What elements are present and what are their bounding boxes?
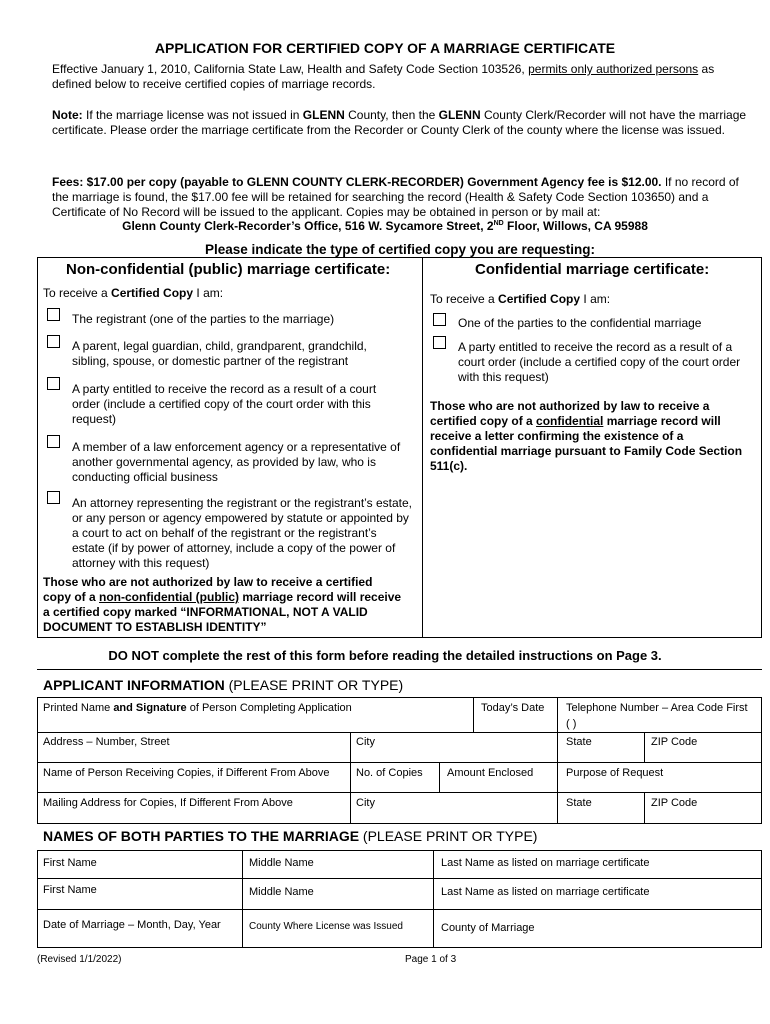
- checkbox-conf-party[interactable]: [433, 313, 446, 326]
- applicant-heading-rest: (PLEASE PRINT OR TYPE): [224, 677, 404, 693]
- field-printed-name[interactable]: [43, 702, 352, 714]
- conf-receive: [430, 292, 610, 307]
- divider: [761, 697, 762, 823]
- option-court-order: A party entitled to receive the record as a result of a court order (include a certified copy of the court order with this request): [72, 382, 377, 426]
- field-address[interactable]: Address – Number, Street: [43, 736, 170, 748]
- nonconf-warning: [43, 575, 403, 635]
- intro-paragraph: [52, 62, 752, 92]
- nonconf-heading: Non-confidential (public) marriage certificate:: [66, 261, 391, 278]
- divider: [37, 669, 762, 670]
- field-mailing-zip[interactable]: ZIP Code: [651, 797, 698, 809]
- applicant-heading-bold: APPLICANT INFORMATION: [43, 677, 225, 693]
- parties-heading: [43, 828, 537, 844]
- divider: [350, 732, 351, 762]
- divider: [37, 850, 762, 851]
- divider: [37, 257, 38, 637]
- office-address: [0, 219, 770, 233]
- field-label: Printed Name: [43, 702, 114, 714]
- divider: [350, 762, 351, 792]
- warning-underline: confidential: [536, 414, 604, 428]
- warning-text: Those who are not authorized by law to receive a certified copy of a: [43, 575, 373, 604]
- divider: [37, 878, 762, 879]
- divider: [242, 850, 243, 947]
- field-label: of Person Completing Application: [186, 702, 352, 714]
- divider: [37, 257, 762, 258]
- note-text: If the marriage license was not issued in: [82, 108, 303, 122]
- intro-text: Effective January 1, 2010, California State Law, Health and Safety Code Section 103526,: [52, 62, 529, 76]
- field-county-marriage[interactable]: County of Marriage: [441, 922, 535, 934]
- field-city[interactable]: City: [356, 736, 375, 748]
- divider: [473, 697, 474, 732]
- note-text: County Clerk/Recorder will not have the marriage certificate. Please order the marriage certificate from the Recorder or County Clerk of the county where the license was issued.: [52, 108, 747, 137]
- field-last-name-1[interactable]: Last Name as listed on marriage certificate: [441, 857, 650, 869]
- office-address-text: Glenn County Clerk-Recorder’s Office, 516 W. Sycamore Street, 2: [122, 219, 494, 233]
- note-label: Note:: [52, 108, 83, 122]
- divider: [557, 762, 558, 792]
- office-address-sup: ND: [493, 220, 504, 227]
- note-county: GLENN: [438, 108, 481, 122]
- divider: [37, 697, 762, 698]
- field-date-of-marriage[interactable]: Date of Marriage – Month, Day, Year: [43, 919, 221, 931]
- checkbox-law-enforcement[interactable]: [47, 435, 60, 448]
- field-state[interactable]: State: [566, 736, 592, 748]
- intro-underline: permits only authorized persons: [528, 62, 699, 76]
- checkbox-parent-guardian[interactable]: [47, 335, 60, 348]
- checkbox-court-order[interactable]: [47, 377, 60, 390]
- field-mailing-state[interactable]: State: [566, 797, 592, 809]
- conf-heading: Confidential marriage certificate:: [475, 261, 710, 278]
- receive-bold: Certified Copy: [498, 292, 581, 306]
- field-mailing-address[interactable]: Mailing Address for Copies, If Different From Above: [43, 797, 293, 809]
- field-label-bold: and Signature: [113, 702, 187, 714]
- field-zip[interactable]: ZIP Code: [651, 736, 698, 748]
- warning-text: Those who are not authorized by law to receive a certified copy of a: [430, 399, 710, 428]
- divider: [37, 792, 762, 793]
- option-conf-court-order: A party entitled to receive the record as a result of a court order (include a certified copy of the court order with this request): [458, 340, 741, 384]
- parties-heading-bold: NAMES OF BOTH PARTIES TO THE MARRIAGE: [43, 828, 360, 844]
- checkbox-attorney[interactable]: [47, 491, 60, 504]
- option-law-enforcement: A member of a law enforcement agency or a representative of another governmental agency, as provided by law, who is conducting official business: [72, 440, 401, 484]
- divider: [37, 823, 762, 824]
- field-first-name-2[interactable]: First Name: [43, 884, 97, 896]
- divider: [422, 257, 423, 637]
- fees-paragraph: [52, 175, 752, 220]
- checkbox-conf-court-order[interactable]: [433, 336, 446, 349]
- note-text: County, then the: [344, 108, 439, 122]
- receive-text: I am:: [580, 292, 611, 306]
- indicate-heading: Please indicate the type of certified copy you are requesting:: [204, 242, 596, 257]
- nonconf-receive: [43, 286, 223, 301]
- note-county: GLENN: [302, 108, 345, 122]
- divider: [433, 850, 434, 947]
- divider: [761, 257, 762, 637]
- warning-text: marriage record will receive a certified copy marked “INFORMATIONAL, NOT A VALID DOCUMENT TO ESTABLISH IDENTITY”: [43, 590, 402, 634]
- field-first-name-1[interactable]: First Name: [43, 857, 97, 869]
- conf-warning: [430, 399, 750, 474]
- page-number: Page 1 of 3: [405, 954, 457, 965]
- field-todays-date[interactable]: Today’s Date: [481, 702, 545, 714]
- divider: [557, 792, 558, 823]
- do-not-notice: DO NOT complete the rest of this form before reading the detailed instructions on Page 3.: [108, 648, 662, 663]
- field-county-license[interactable]: County Where License was Issued: [249, 921, 403, 932]
- divider: [37, 732, 762, 733]
- divider: [37, 762, 762, 763]
- warning-underline: non-confidential (public): [99, 590, 239, 604]
- receive-text: I am:: [193, 286, 224, 300]
- divider: [439, 762, 440, 792]
- option-registrant: The registrant (one of the parties to the marriage): [72, 312, 335, 326]
- field-telephone[interactable]: Telephone Number – Area Code First: [566, 702, 748, 714]
- divider: [761, 850, 762, 947]
- field-mailing-city[interactable]: City: [356, 797, 375, 809]
- divider: [37, 850, 38, 947]
- divider: [350, 792, 351, 823]
- option-attorney: An attorney representing the registrant or the registrant’s estate, or any person or agency empowered by statute or appointed by a court to act on behalf of the registrant or the registrant’s estate (if by power of attorney, include a copy of the power of attorney with this request): [72, 496, 412, 570]
- office-address-end: Floor, Willows, CA 95988: [503, 219, 648, 233]
- checkbox-registrant[interactable]: [47, 308, 60, 321]
- fees-amount: Fees: $17.00 per copy (payable to GLENN COUNTY CLERK-RECORDER) Government Agency fee is $12.00.: [52, 175, 662, 189]
- divider: [37, 947, 762, 948]
- revised-date: (Revised 1/1/2022): [37, 954, 122, 965]
- note-paragraph: [52, 108, 752, 138]
- option-parent-guardian: A parent, legal guardian, child, grandparent, grandchild, sibling, spouse, or domestic partner of the registrant: [72, 339, 367, 368]
- divider: [557, 732, 558, 762]
- field-middle-name-2[interactable]: Middle Name: [249, 886, 314, 898]
- warning-text: marriage record will receive a letter confirming the existence of a confidential marriage pursuant to Family Code Section 511(c).: [430, 414, 743, 473]
- field-amount-enclosed[interactable]: Amount Enclosed: [447, 767, 534, 779]
- fees-text: If no record of the marriage is found, the $17.00 fee will be retained for searching the record (Health & Safety Code Section 103650) and a Certificate of No Record will be issued to the applicant. Copies may be obtained in person or by mail at:: [52, 175, 739, 219]
- field-no-copies[interactable]: No. of Copies: [356, 767, 423, 779]
- divider: [557, 697, 558, 732]
- divider: [37, 909, 762, 910]
- field-purpose[interactable]: Purpose of Request: [566, 767, 664, 779]
- divider: [37, 637, 762, 638]
- parties-heading-rest: (PLEASE PRINT OR TYPE): [359, 828, 538, 844]
- form-title: APPLICATION FOR CERTIFIED COPY OF A MARRIAGE CERTIFICATE: [154, 40, 616, 56]
- divider: [37, 697, 38, 823]
- receive-text: To receive a: [43, 286, 112, 300]
- phone-area-code: ( ): [566, 718, 577, 730]
- intro-text-end: as defined below to receive certified copies of marriage records.: [52, 62, 715, 91]
- field-middle-name-1[interactable]: Middle Name: [249, 857, 314, 869]
- divider: [644, 792, 645, 823]
- divider: [644, 732, 645, 762]
- field-last-name-2[interactable]: Last Name as listed on marriage certificate: [441, 886, 650, 898]
- applicant-heading: [43, 677, 403, 693]
- receive-text: To receive a: [430, 292, 499, 306]
- field-receiving-name[interactable]: Name of Person Receiving Copies, if Different From Above: [43, 767, 330, 779]
- option-conf-party: One of the parties to the confidential marriage: [458, 316, 702, 330]
- receive-bold: Certified Copy: [111, 286, 194, 300]
